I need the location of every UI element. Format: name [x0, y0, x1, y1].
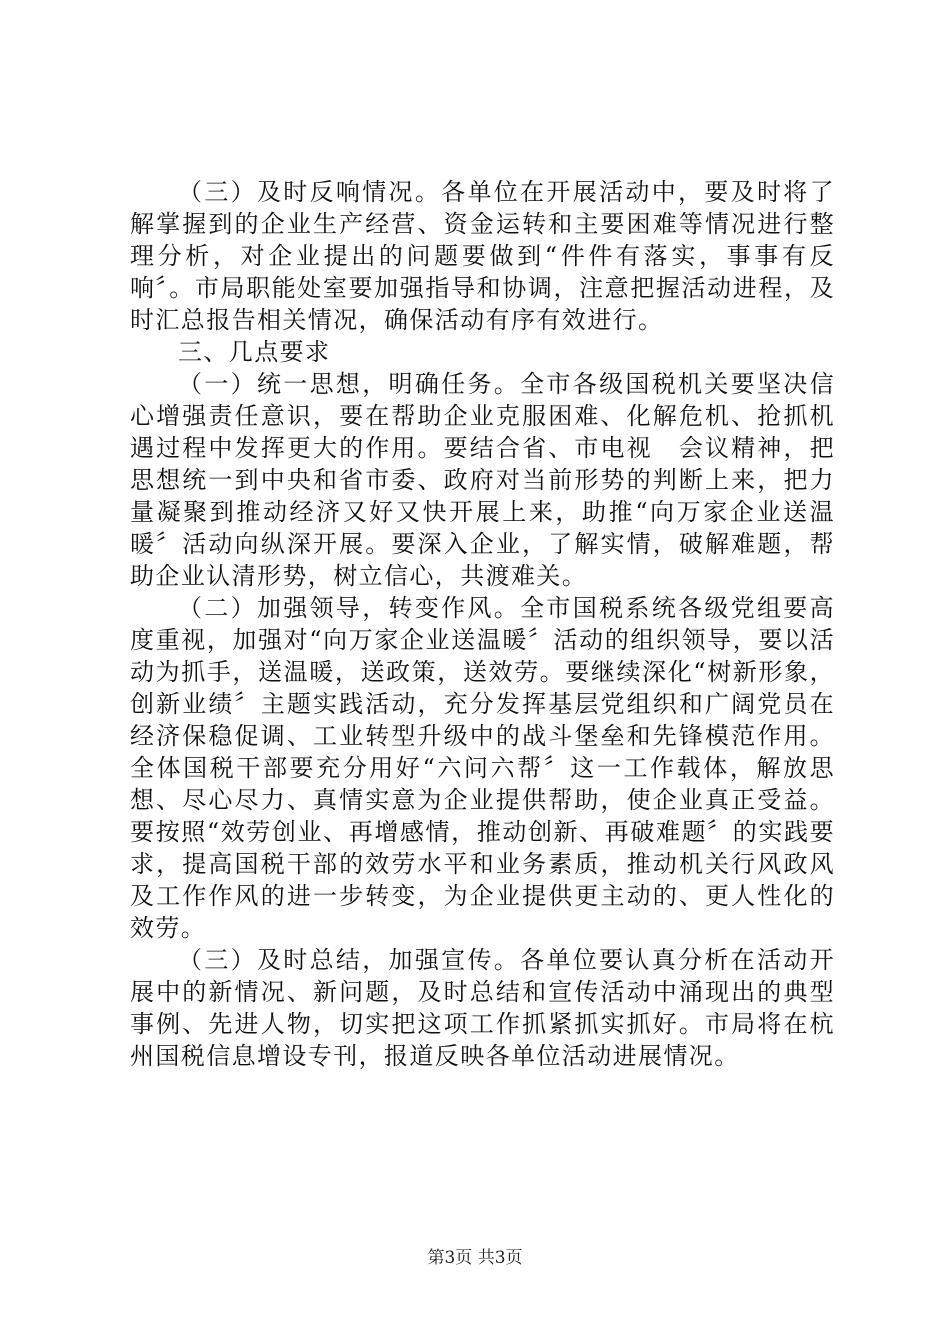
- paragraph-unify-thinking: （一）统一思想，明确任务。全市各级国税机关要坚决信心增强责任意识，要在帮助企业克服困难、化解危机、抢抓机遇过程中发挥更大的作用。要结合省、市电视 会议精神，把思想统一到中央和省市委、政府对当前形势的判断上来，把力量凝聚到推动经济又好又快开展上来，助推“向万家企业送温暖〞活动向纵深开展。要深入企业，了解实情，破解难题，帮助企业认清形势，树立信心，共渡难关。: [130, 370, 835, 590]
- paragraph-summarize-publicize: （三）及时总结，加强宣传。各单位要认真分析在活动开展中的新情况、新问题，及时总结和宣传活动中涌现出的典型事例、先进人物，切实把这项工作抓紧抓实抓好。市局将在杭州国税信息增设专刊，报道反映各单位活动进展情况。: [130, 946, 835, 1070]
- section-heading-requirements: 三、几点要求: [178, 338, 331, 366]
- document-body: [130, 176, 835, 1072]
- page-number-footer: 第3页 共3页: [427, 1248, 523, 1268]
- paragraph-report-situation: （三）及时反响情况。各单位在开展活动中，要及时将了解掌握到的企业生产经营、资金运转和主要困难等情况进行整理分析，对企业提出的问题要做到“件件有落实，事事有反响〞。市局职能处室要加强指导和协调，注意把握活动进程，及时汇总报告相关情况，确保活动有序有效进行。: [130, 178, 835, 334]
- paragraph-strengthen-leadership: （二）加强领导，转变作风。全市国税系统各级党组要高度重视，加强对“向万家企业送温暖〞活动的组织领导，要以活动为抓手，送温暖，送政策，送效劳。要继续深化“树新形象，创新业绩〞主题实践活动，充分发挥基层党组织和广阔党员在经济保稳促调、工业转型升级中的战斗堡垒和先锋模范作用。全体国税干部要充分用好“六问六帮〞这一工作载体，解放思想、尽心尽力、真情实意为企业提供帮助，使企业真正受益。要按照“效劳创业、再增感情，推动创新、再破难题〞的实践要求，提高国税干部的效劳水平和业务素质，推动机关行风政风及工作作风的进一步转变，为企业提供更主动的、更人性化的效劳。: [130, 594, 835, 942]
